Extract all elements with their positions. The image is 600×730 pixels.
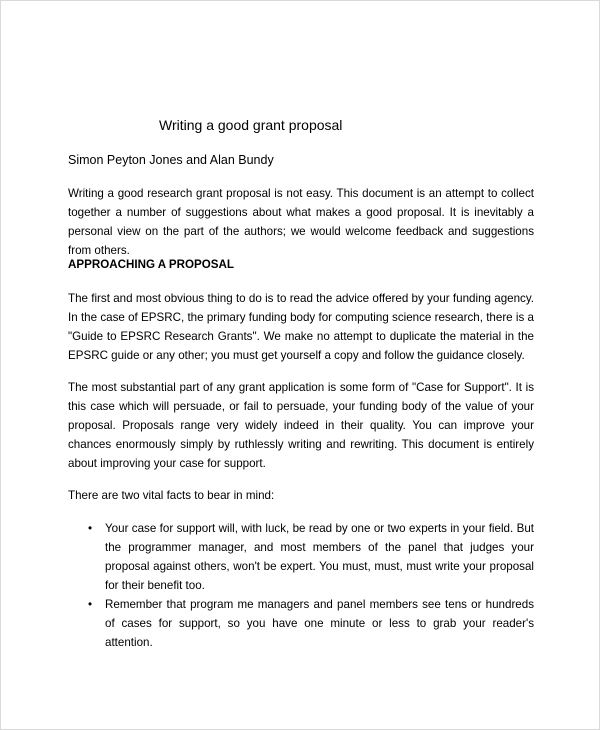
bullet-icon: • (88, 598, 93, 611)
list-item (68, 595, 534, 652)
paragraph-case-for-support: The most substantial part of any grant application is some form of "Case for Support". It is this case which will persuade, or fail to persuade, your funding body of the value of your proposal. Proposals range very widely indeed in their quality. You can improve your chances enormously simply by ruthlessly writing and rewriting. This document is entirely about improving your case for support. (68, 381, 534, 470)
paragraph-vital-facts: There are two vital facts to bear in mind: (68, 489, 275, 502)
document-title: Writing a good grant proposal (159, 117, 343, 133)
list-item (68, 519, 534, 595)
list-item-text: Remember that program me managers and panel members see tens or hundreds of cases for support, so you have one minute or less to grab your reader's attention. (105, 598, 534, 649)
bullet-icon: • (88, 522, 93, 535)
vital-facts-list (68, 519, 534, 652)
paragraph-funding-agency: The first and most obvious thing to do is to read the advice offered by your funding agency. In the case of EPSRC, the primary funding body for computing science research, there is a "Guide to EPSRC Research Grants". We make no attempt to duplicate the material in the EPSRC guide or any other; you must get yourself a copy and follow the guidance closely. (68, 292, 534, 362)
section-heading: APPROACHING A PROPOSAL (68, 258, 234, 271)
list-item-text: Your case for support will, with luck, be read by one or two experts in your field. But the programmer manager, and most members of the panel that judges your proposal against others, won't be expert. You must, must, must write your proposal for their benefit too. (105, 522, 534, 592)
document-authors: Simon Peyton Jones and Alan Bundy (68, 153, 274, 167)
intro-paragraph: Writing a good research grant proposal is not easy. This document is an attempt to collect together a number of suggestions about what makes a good proposal. It is inevitably a personal view on the part of the authors; we would welcome feedback and suggestions from others. (68, 187, 534, 257)
